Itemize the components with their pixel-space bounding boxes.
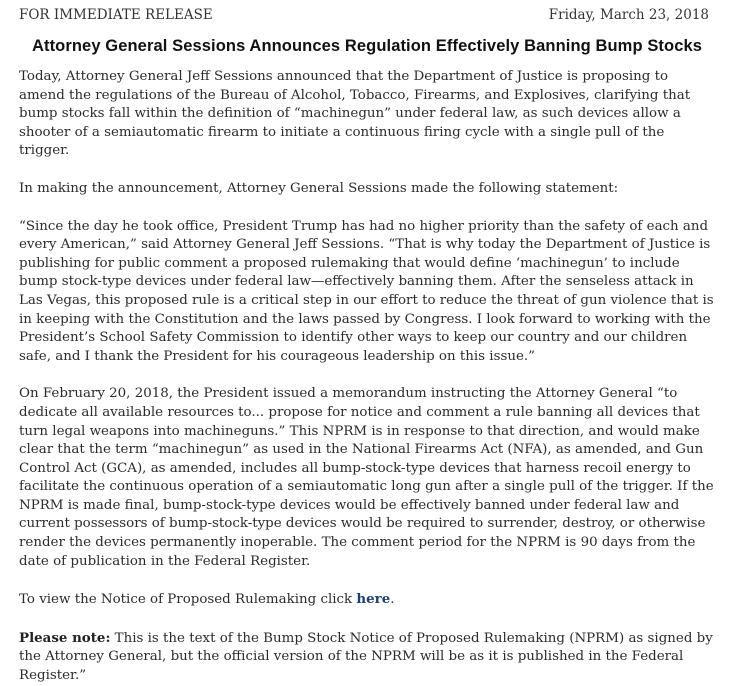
- paragraph-announcement: Today, Attorney General Jeff Sessions announced that the Department of Justice is proposing to amend the regulations of the Bureau of Alcohol, Tobacco, Firearms, and Explosives, clarifying that bump stocks fall within the definition of “machinegun” under federal law, as such devices allow a shooter of a semiautomatic firearm to initiate a continuous firing cycle with a single pull of the trigger.: [19, 69, 691, 159]
- release-header: [19, 6, 715, 24]
- page-title: Attorney General Sessions Announces Regulation Effectively Banning Bump Stocks: [31, 37, 703, 55]
- paragraph-view-notice: [19, 590, 715, 610]
- paragraph-statement-intro: In making the announcement, Attorney General Sessions made the following statement:: [19, 180, 619, 196]
- view-notice-period: .: [390, 592, 395, 608]
- paragraph-please-note: [19, 629, 715, 686]
- release-date: Friday, March 23, 2018: [548, 7, 709, 23]
- paragraph-quote: “Since the day he took office, President Trump has had no higher priority than the safety of each and every American,” said Attorney General Jeff Sessions. “That is why today the Department of Justice is publishing for public comment a proposed rulemaking that would define ‘machinegun’ to include bump stock-type devices under federal law—effectively banning them. After the senseless attack in Las Vegas, this proposed rule is a critical step in our effort to reduce the threat of gun violence that is in keeping with the Constitution and the laws passed by Congress. I look forward to working with the President’s School Safety Commission to identify other ways to keep our country and our children safe, and I thank the President for his courageous leadership on this issue.”: [19, 218, 714, 364]
- please-note-text: This is the text of the Bump Stock Notice of Proposed Rulemaking (NPRM) as signed by the Attorney General, but the official version of the NPRM will be as it is published in the Federal Register.”: [19, 630, 713, 684]
- paragraph-memorandum: On February 20, 2018, the President issued a memorandum instructing the Attorney General “to dedicate all available resources to... propose for notice and comment a rule banning all devices that turn legal weapons into machineguns.” This NPRM is in response to that direction, and would make clear that the term “machinegun” as used in the National Firearms Act (NFA), as amended, and Gun Control Act (GCA), as amended, includes all bump-stock-type devices that harness recoil energy to facilitate the continuous operation of a semiautomatic long gun after a single pull of the trigger. If the NPRM is made final, bump-stock-type devices would be effectively banned under federal law and current possessors of bump-stock-type devices would be required to surrender, destroy, or otherwise render the devices permanently inoperable. The comment period for the NPRM is 90 days from the date of publication in the Federal Register.: [19, 386, 714, 569]
- release-label: FOR IMMEDIATE RELEASE: [19, 7, 213, 23]
- here-link[interactable]: here: [356, 591, 391, 608]
- please-note-label: Please note:: [19, 629, 111, 646]
- view-notice-text: To view the Notice of Proposed Rulemaking click: [19, 592, 357, 608]
